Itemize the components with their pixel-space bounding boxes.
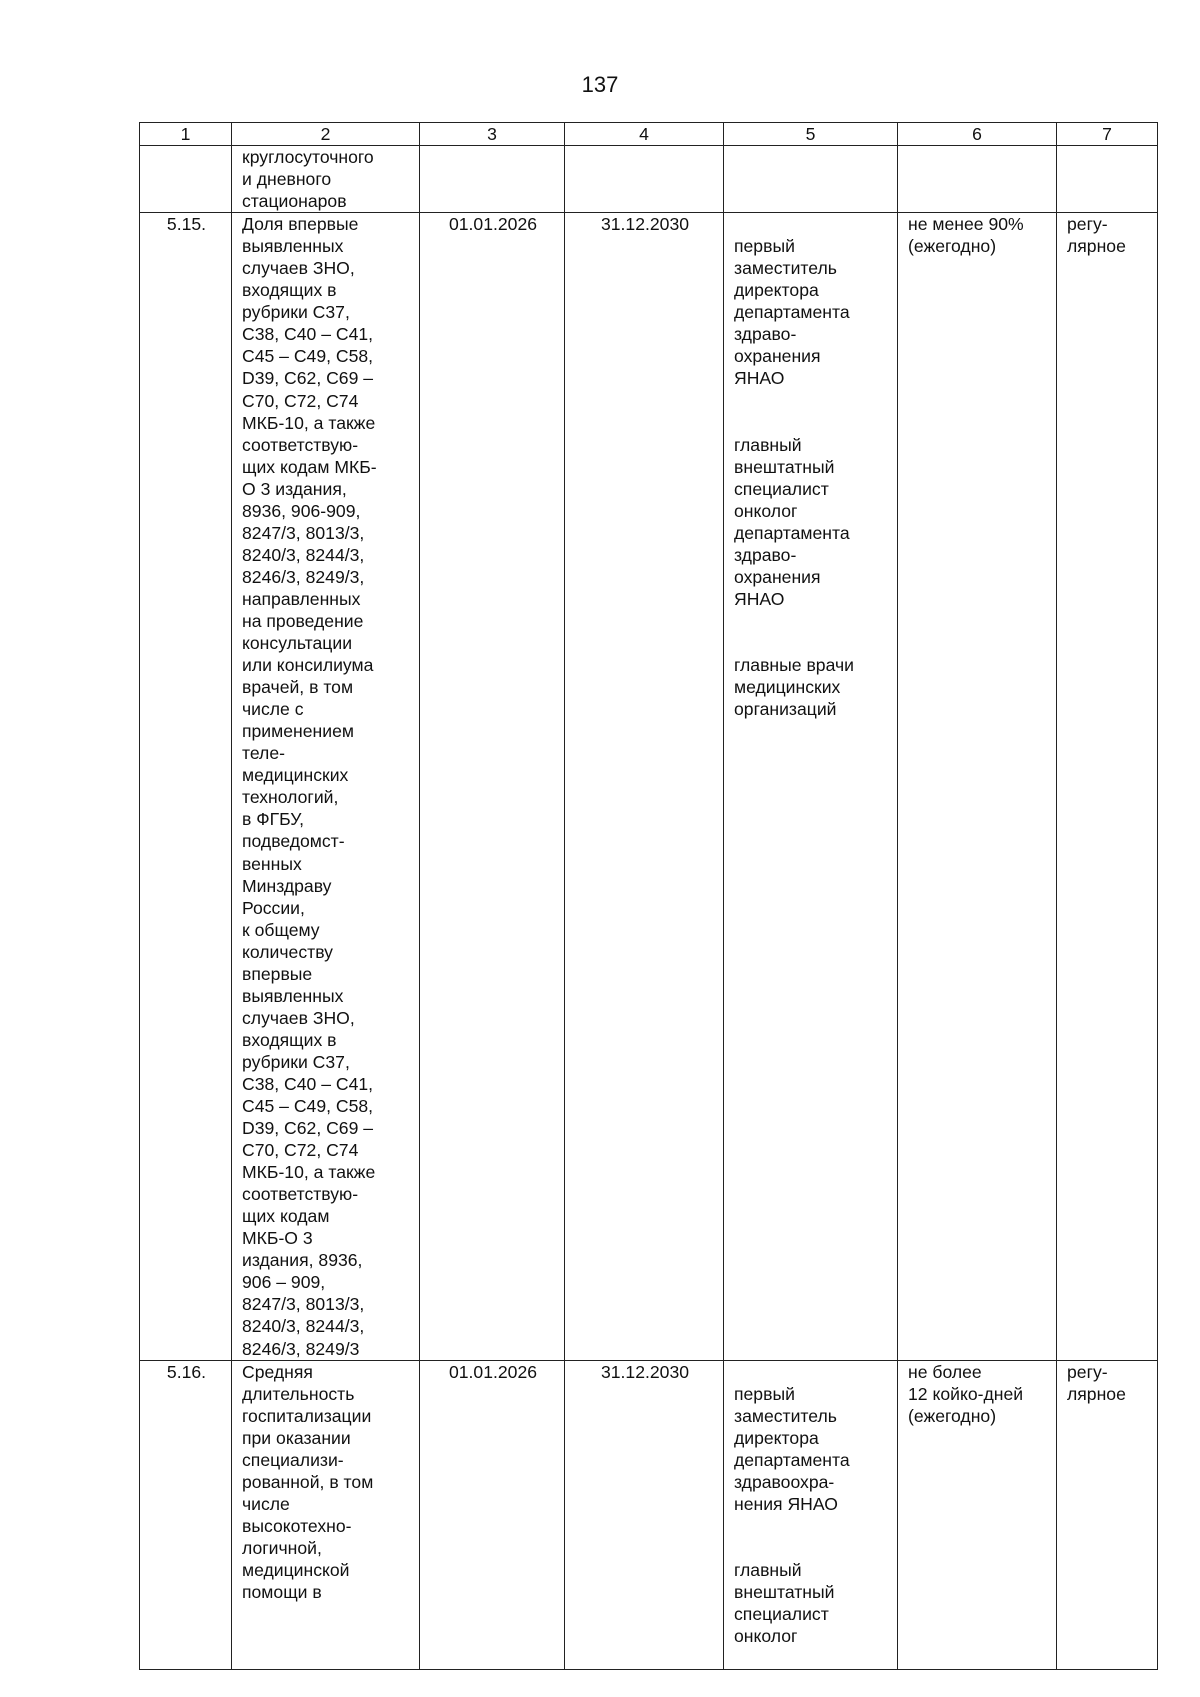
cell-periodicity <box>1057 146 1158 213</box>
cell-end-date: 31.12.2030 <box>565 1360 724 1670</box>
header-col-2: 2 <box>232 123 420 146</box>
cell-start-date: 01.01.2026 <box>420 213 565 1360</box>
cell-periodicity: регу- лярное <box>1057 1360 1158 1670</box>
table-row-continuation <box>140 146 1158 213</box>
header-col-1: 1 <box>140 123 232 146</box>
page-number: 137 <box>581 72 619 97</box>
cell-target: не менее 90% (ежегодно) <box>898 213 1057 1360</box>
header-row <box>140 123 1158 146</box>
cell-start-date <box>420 146 565 213</box>
header-col-5: 5 <box>724 123 898 146</box>
cell-number: 5.16. <box>140 1360 232 1670</box>
table-row <box>140 213 1158 1360</box>
cell-target <box>898 146 1057 213</box>
responsible-entry: главный внештатный специалист онколог <box>734 1559 835 1647</box>
cell-indicator-name: Доля впервые выявленных случаев ЗНО, входящих в рубрики С37, С38, С40 – С41, С45 – С49, С58, D39, С62, С69 – С70, С72, С74 МКБ-10, а также соответствую- щих кодам МКБ- О 3 издания, 8936, 906-909, 8247/3, 8013/3, 8240/3, 8244/3, 8246/3, 8249/3, направленных на проведение консультации или консилиума врачей, в том числе с применением теле- медицинских технологий, в ФГБУ, подведомст- венных Минздраву России, к общему количеству впервые выявленных случаев ЗНО, входящих в рубрики С37, С38, С40 – С41, С45 – С49, С58, D39, С62, С69 – С70, С72, С74 МКБ-10, а также соответствую- щих кодам МКБ-О 3 издания, 8936, 906 – 909, 8247/3, 8013/3, 8240/3, 8244/3, 8246/3, 8249/3 <box>232 213 420 1360</box>
cell-periodicity: регу- лярное <box>1057 213 1158 1360</box>
cell-end-date <box>565 146 724 213</box>
header-col-6: 6 <box>898 123 1057 146</box>
cell-indicator-name: Средняя длительность госпитализации при оказании специализи- рованной, в том числе высокотехно- логичной, медицинской помощи в <box>232 1360 420 1670</box>
cell-number: 5.15. <box>140 213 232 1360</box>
responsible-entry: главный внештатный специалист онколог департамента здраво- охранения ЯНАО <box>734 434 850 609</box>
cell-indicator-name: круглосуточного и дневного стационаров <box>232 146 420 213</box>
cell-number <box>140 146 232 213</box>
responsible-entry: первый заместитель директора департамента здраво- охранения ЯНАО <box>734 236 850 389</box>
cell-responsible <box>724 1360 898 1670</box>
cell-end-date: 31.12.2030 <box>565 213 724 1360</box>
cell-target: не более 12 койко-дней (ежегодно) <box>898 1360 1057 1670</box>
header-col-7: 7 <box>1057 123 1158 146</box>
cell-responsible <box>724 146 898 213</box>
table-row <box>140 1360 1158 1670</box>
responsible-entry: главные врачи медицинских организаций <box>734 654 854 720</box>
header-col-3: 3 <box>420 123 565 146</box>
document-table <box>139 122 1158 1670</box>
responsible-entry: первый заместитель директора департамента здравоохра- нения ЯНАО <box>734 1383 850 1514</box>
cell-responsible <box>724 213 898 1360</box>
cell-start-date: 01.01.2026 <box>420 1360 565 1670</box>
header-col-4: 4 <box>565 123 724 146</box>
